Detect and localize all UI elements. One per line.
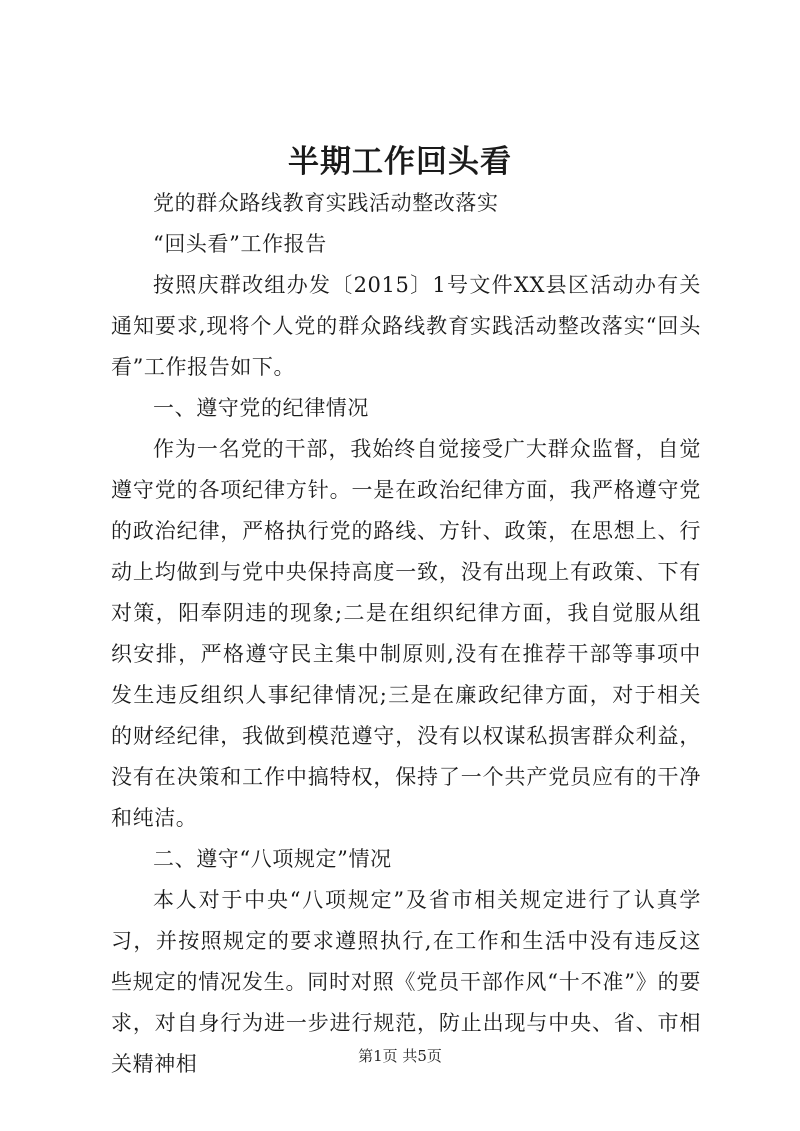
- section-heading-discipline: 一、遵守党的纪律情况: [153, 396, 369, 420]
- paragraph-discipline: 作为一名党的干部，我始终自觉接受广大群众监督，自觉遵守党的各项纪律方针。一是在政治纪律方面，我严格遵守党的政治纪律，严格执行党的路线、方针、政策，在思想上、行动上均做到与党中央保持高度一致，没有出现上有政策、下有对策，阳奉阴违的现象;二是在组织纪律方面，我自觉服从组织安排，严格遵守民主集中制原则,没有在推荐干部等事项中发生违反组织人事纪律情况;三是在廉政纪律方面，对于相关的财经纪律，我做到模范遵守，没有以权谋私损害群众利益，没有在决策和工作中搞特权，保持了一个共产党员应有的干净和纯洁。: [111, 437, 701, 830]
- paragraph-intro: 按照庆群改组办发〔2015〕1号文件XX县区活动办有关通知要求,现将个人党的群众路线教育实践活动整改落实“回头看”工作报告如下。: [111, 273, 701, 379]
- document-title: 半期工作回头看: [288, 144, 512, 180]
- document-body: [111, 183, 701, 1085]
- paragraph-subtitle-line2: “回头看”工作报告: [153, 232, 327, 256]
- section-heading-eight-rules: 二、遵守“八项规定”情况: [153, 847, 392, 871]
- paragraph-subtitle-line1: 党的群众路线教育实践活动整改落实: [153, 191, 499, 215]
- paragraph-eight-rules: 本人对于中央“八项规定”及省市相关规定进行了认真学习，并按照规定的要求遵照执行,在工作和生活中没有违反这些规定的情况发生。同时对照《党员干部作风“十不准”》的要求，对自身行为进一步进行规范，防止出现与中央、省、市相关精神相: [111, 888, 701, 1076]
- page-number-footer: 第1页 共5页: [358, 1047, 442, 1065]
